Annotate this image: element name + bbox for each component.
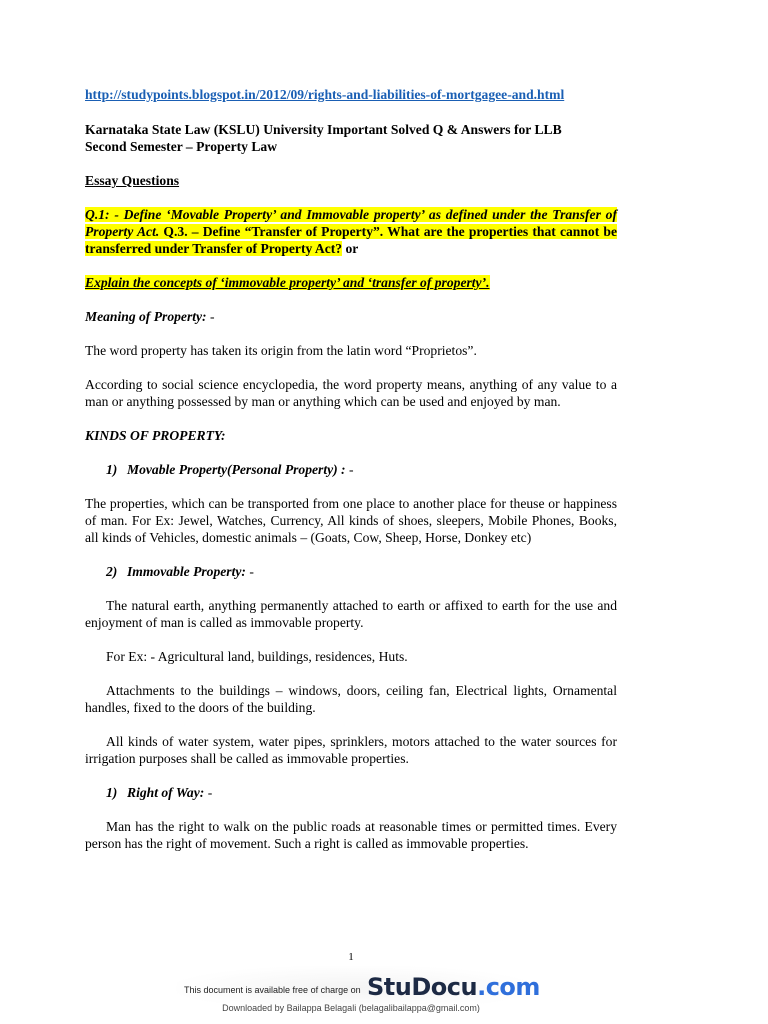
immovable-heading	[85, 563, 617, 580]
question-3: Q.3. – Define “Transfer of Property”. What are the properties that cannot be transferred under Transfer of Property Act?	[85, 224, 617, 256]
para-for-ex: For Ex: - Agricultural land, buildings, residences, Huts.	[106, 649, 408, 664]
availability-text: This document is available free of charge on	[184, 985, 361, 995]
studocu-logo[interactable]	[367, 972, 540, 1002]
logo-wordmark: StuDocu	[367, 973, 478, 1001]
immovable-suffix: -	[245, 564, 254, 579]
meaning-heading	[85, 308, 617, 325]
right-of-way-number: 1)	[106, 785, 118, 800]
movable-suffix: -	[345, 462, 354, 477]
page-number: 1	[348, 951, 354, 963]
para-right-of-way: Man has the right to walk on the public roads at reasonable times or permitted times. Every person has the right of movement. Such a right is called as immovable properties.	[85, 819, 617, 851]
para-natural-earth: The natural earth, anything permanently attached to earth or affixed to earth for the use and enjoyment of man is called as immovable property.	[85, 598, 617, 630]
question-block	[85, 206, 617, 257]
heading-line-1: Karnataka State Law (KSLU) University Important Solved Q & Answers for LLB	[85, 122, 562, 137]
movable-number: 1)	[106, 462, 118, 477]
right-of-way-heading	[85, 784, 617, 801]
meaning-suffix: -	[206, 309, 215, 324]
para-origin: The word property has taken its origin from the latin word “Proprietos”.	[85, 343, 477, 358]
kinds-title: KINDS OF PROPERTY:	[85, 428, 226, 443]
movable-title: Movable Property(Personal Property) :	[127, 462, 346, 477]
right-of-way-suffix: -	[204, 785, 213, 800]
document-heading	[85, 121, 617, 155]
para-water: All kinds of water system, water pipes, sprinklers, motors attached to the water sources for irrigation purposes shall be called as immovable properties.	[85, 734, 617, 766]
question-explain: Explain the concepts of ‘immovable property’ and ‘transfer of property’.	[85, 275, 490, 290]
para-attachments: Attachments to the buildings – windows, doors, ceiling fan, Electrical lights, Ornamental handles, fixed to the doors of the building.	[85, 683, 617, 715]
right-of-way-title: Right of Way:	[127, 785, 205, 800]
question-or: or	[342, 241, 359, 256]
para-movable: The properties, which can be transported from one place to another place for theuse or happiness of man. For Ex: Jewel, Watches, Currency, All kinds of shoes, sleepers, Mobile Phones, Books, all kinds of Vehicles, domestic animals – (Goats, Cow, Sheep, Horse, Donkey etc)	[85, 496, 617, 545]
question-explain-block	[85, 274, 617, 291]
immovable-title: Immovable Property:	[127, 564, 246, 579]
downloaded-by-text: Downloaded by Bailappa Belagali (belagalibailappa@gmail.com)	[222, 1003, 480, 1013]
heading-line-2: Second Semester – Property Law	[85, 139, 278, 154]
question-1: Q.1: - Define ‘Movable Property’ and Immovable property’ as defined under the Transfer of Property Act.	[85, 207, 617, 239]
source-link[interactable]: http://studypoints.blogspot.in/2012/09/rights-and-liabilities-of-mortgagee-and.html	[85, 87, 565, 102]
para-encyclopedia: According to social science encyclopedia, the word property means, anything of any value to a man or anything possessed by man or anything which can be used and enjoyed by man.	[85, 377, 617, 409]
document-body	[85, 86, 617, 869]
section-title: Essay Questions	[85, 173, 180, 188]
meaning-title: Meaning of Property:	[85, 309, 207, 324]
immovable-number: 2)	[106, 564, 118, 579]
logo-domain: .com	[477, 973, 540, 1001]
movable-heading	[85, 461, 617, 478]
